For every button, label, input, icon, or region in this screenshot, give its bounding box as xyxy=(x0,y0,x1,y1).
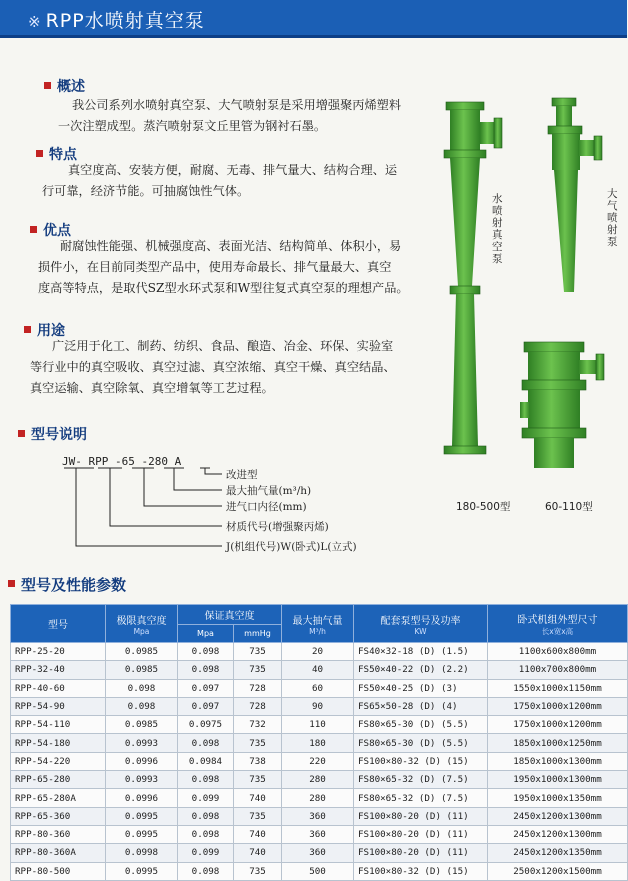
bullet-icon xyxy=(30,226,37,233)
cell-model: RPP-54-220 xyxy=(11,752,106,770)
section-advantages-title: 优点 xyxy=(43,223,71,239)
cell-pump: FS100×80-20 (D) (11) xyxy=(354,825,488,843)
model-code-diagram xyxy=(60,452,360,562)
section-params-title: 型号及性能参数 xyxy=(21,576,127,594)
cell-pump: FS50×40-25 (D) (3) xyxy=(354,679,488,697)
cell-guarantee-mpa: 0.099 xyxy=(178,789,234,807)
params-table-body xyxy=(11,643,628,881)
cell-max-flow: 180 xyxy=(282,734,354,752)
cell-dims: 1550x1000x1150mm xyxy=(488,679,628,697)
th-gv-mpa: Mpa xyxy=(178,625,234,643)
cell-guarantee-mpa: 0.099 xyxy=(178,844,234,862)
cell-guarantee-mpa: 0.098 xyxy=(178,661,234,679)
cell-model: RPP-80-500 xyxy=(11,862,106,880)
code-legend-inlet: 进气口内径(mm) xyxy=(226,501,307,513)
section-usage-text xyxy=(30,336,396,399)
th-limit-vacuum-label: 极限真空度 xyxy=(116,615,167,627)
cell-guarantee-mmhg: 740 xyxy=(234,789,282,807)
section-features-title: 特点 xyxy=(49,147,77,163)
section-model-desc-heading xyxy=(18,424,87,444)
cell-limit-vacuum: 0.0985 xyxy=(106,716,178,734)
cell-max-flow: 90 xyxy=(282,697,354,715)
cell-limit-vacuum: 0.0993 xyxy=(106,734,178,752)
bullet-icon xyxy=(18,430,25,437)
cell-max-flow: 280 xyxy=(282,789,354,807)
cell-guarantee-mpa: 0.097 xyxy=(178,697,234,715)
th-limit-vacuum xyxy=(106,605,178,643)
cell-max-flow: 360 xyxy=(282,807,354,825)
atmospheric-jet-pump-image xyxy=(542,96,604,296)
cell-limit-vacuum: 0.0998 xyxy=(106,844,178,862)
th-dims-label: 卧式机组外型尺寸 xyxy=(517,614,598,626)
cell-guarantee-mpa: 0.098 xyxy=(178,734,234,752)
cell-pump: FS65×50-28 (D) (4) xyxy=(354,697,488,715)
usage-line-1: 广泛用于化工、制药、纺织、食品、酿造、冶金、环保、实验室 xyxy=(52,339,394,353)
th-guarantee-vacuum: 保证真空度 xyxy=(178,605,282,625)
table-row xyxy=(11,825,628,843)
cell-dims: 1750x1000x1200mm xyxy=(488,697,628,715)
cell-pump: FS50×40-22 (D) (2.2) xyxy=(354,661,488,679)
th-dims xyxy=(488,605,628,643)
section-advantages-text xyxy=(38,236,409,299)
th-pump-label: 配套泵型号及功率 xyxy=(380,615,461,627)
features-line-2: 行可靠，经济节能。可抽腐蚀性气体。 xyxy=(42,184,250,198)
th-max-flow-unit: M³/h xyxy=(309,626,326,636)
page-title xyxy=(28,6,205,33)
cell-model: RPP-54-90 xyxy=(11,697,106,715)
section-model-desc-title: 型号说明 xyxy=(31,427,87,443)
table-header-row-1 xyxy=(11,605,628,625)
table-row xyxy=(11,771,628,789)
cell-model: RPP-65-280A xyxy=(11,789,106,807)
overview-line-2: 一次注塑成型。蒸汽喷射泵文丘里管为钢衬石墨。 xyxy=(58,119,327,133)
table-row xyxy=(11,716,628,734)
cell-guarantee-mpa: 0.0984 xyxy=(178,752,234,770)
cell-max-flow: 500 xyxy=(282,862,354,880)
cell-limit-vacuum: 0.0993 xyxy=(106,771,178,789)
bullet-icon xyxy=(8,580,15,587)
cell-guarantee-mpa: 0.097 xyxy=(178,679,234,697)
table-row xyxy=(11,679,628,697)
table-row xyxy=(11,807,628,825)
cell-guarantee-mmhg: 738 xyxy=(234,752,282,770)
cell-guarantee-mpa: 0.098 xyxy=(178,771,234,789)
th-model: 型号 xyxy=(11,605,106,643)
cell-limit-vacuum: 0.0995 xyxy=(106,825,178,843)
cell-guarantee-mpa: 0.098 xyxy=(178,825,234,843)
cell-dims: 1100x600x800mm xyxy=(488,643,628,661)
table-row xyxy=(11,643,628,661)
cell-guarantee-mmhg: 740 xyxy=(234,844,282,862)
cell-max-flow: 280 xyxy=(282,771,354,789)
params-table xyxy=(10,604,628,881)
table-row xyxy=(11,844,628,862)
cell-guarantee-mmhg: 735 xyxy=(234,807,282,825)
code-legend-flow: 最大抽气量(m³/h) xyxy=(226,485,312,497)
cell-guarantee-mmhg: 728 xyxy=(234,697,282,715)
cell-max-flow: 110 xyxy=(282,716,354,734)
cell-limit-vacuum: 0.0996 xyxy=(106,752,178,770)
cell-pump: FS40×32-18 (D) (1.5) xyxy=(354,643,488,661)
bullet-icon xyxy=(36,150,43,157)
code-legend-improved: 改进型 xyxy=(226,469,258,481)
cell-model: RPP-80-360 xyxy=(11,825,106,843)
cell-max-flow: 40 xyxy=(282,661,354,679)
cell-limit-vacuum: 0.0985 xyxy=(106,661,178,679)
features-line-1: 真空度高、安装方便，耐腐、无毒、排气量大、结构合理、运 xyxy=(68,163,398,177)
code-legend-material: 材质代号(增强聚丙烯) xyxy=(226,521,329,533)
title-text: RPP水喷射真空泵 xyxy=(45,10,205,32)
table-row xyxy=(11,862,628,880)
jet-pump-unit-image xyxy=(518,340,622,472)
water-jet-pump-image xyxy=(436,96,506,486)
cell-model: RPP-32-40 xyxy=(11,661,106,679)
section-overview-text xyxy=(58,95,401,137)
section-usage-title: 用途 xyxy=(37,323,65,339)
water-jet-pump-label: 水喷射真空泵 xyxy=(492,193,503,265)
cell-model: RPP-65-360 xyxy=(11,807,106,825)
section-overview-title: 概述 xyxy=(57,79,85,95)
cell-model: RPP-25-20 xyxy=(11,643,106,661)
code-legend-unit: J(机组代号)W(卧式)L(立式) xyxy=(226,541,357,553)
cell-pump: FS80×65-30 (D) (5.5) xyxy=(354,716,488,734)
section-params-heading xyxy=(8,574,126,595)
cell-guarantee-mmhg: 740 xyxy=(234,825,282,843)
cell-limit-vacuum: 0.0995 xyxy=(106,807,178,825)
cell-max-flow: 220 xyxy=(282,752,354,770)
cell-guarantee-mmhg: 728 xyxy=(234,679,282,697)
cell-model: RPP-40-60 xyxy=(11,679,106,697)
usage-line-3: 真空运输、真空除氧、真空增氧等工艺过程。 xyxy=(30,381,274,395)
bullet-icon xyxy=(24,326,31,333)
cell-dims: 2500x1200x1500mm xyxy=(488,862,628,880)
table-row xyxy=(11,734,628,752)
cell-pump: FS100×80-32 (D) (15) xyxy=(354,862,488,880)
section-features-text xyxy=(42,160,397,202)
title-mark: ※ xyxy=(28,13,42,31)
cell-max-flow: 360 xyxy=(282,825,354,843)
cell-limit-vacuum: 0.098 xyxy=(106,697,178,715)
cell-guarantee-mpa: 0.098 xyxy=(178,807,234,825)
cell-dims: 2450x1200x1350mm xyxy=(488,844,628,862)
cell-limit-vacuum: 0.0985 xyxy=(106,643,178,661)
cell-dims: 1850x1000x1250mm xyxy=(488,734,628,752)
cell-pump: FS100×80-20 (D) (11) xyxy=(354,844,488,862)
advantages-line-1: 耐腐蚀性能强、机械强度高、表面光洁、结构简单、体积小，易 xyxy=(60,239,402,253)
cell-guarantee-mmhg: 735 xyxy=(234,771,282,789)
cell-model: RPP-80-360A xyxy=(11,844,106,862)
cell-guarantee-mpa: 0.0975 xyxy=(178,716,234,734)
cell-dims: 1850x1000x1300mm xyxy=(488,752,628,770)
params-table-wrap xyxy=(10,604,627,881)
th-dims-unit: 长x宽x高 xyxy=(541,626,574,636)
cell-limit-vacuum: 0.098 xyxy=(106,679,178,697)
cell-guarantee-mmhg: 735 xyxy=(234,862,282,880)
table-row xyxy=(11,661,628,679)
cell-max-flow: 360 xyxy=(282,844,354,862)
cell-pump: FS100×80-32 (D) (15) xyxy=(354,752,488,770)
cell-max-flow: 60 xyxy=(282,679,354,697)
cell-pump: FS80×65-32 (D) (7.5) xyxy=(354,771,488,789)
cell-guarantee-mmhg: 735 xyxy=(234,643,282,661)
th-pump xyxy=(354,605,488,643)
th-max-flow-label: 最大抽气量 xyxy=(292,615,343,627)
table-row xyxy=(11,789,628,807)
overview-line-1: 我公司系列水喷射真空泵、大气喷射泵是采用增强聚丙烯塑料 xyxy=(72,98,402,112)
cell-guarantee-mpa: 0.098 xyxy=(178,643,234,661)
caption-180-500: 180-500型 xyxy=(456,501,511,513)
cell-limit-vacuum: 0.0995 xyxy=(106,862,178,880)
cell-pump: FS80×65-32 (D) (7.5) xyxy=(354,789,488,807)
cell-guarantee-mmhg: 735 xyxy=(234,734,282,752)
th-max-flow xyxy=(282,605,354,643)
atmospheric-jet-pump-label: 大气喷射泵 xyxy=(607,188,618,248)
th-pump-unit: KW xyxy=(414,626,427,636)
cell-model: RPP-54-110 xyxy=(11,716,106,734)
th-limit-vacuum-unit: Mpa xyxy=(133,626,150,636)
cell-guarantee-mpa: 0.098 xyxy=(178,862,234,880)
cell-max-flow: 20 xyxy=(282,643,354,661)
caption-60-110: 60-110型 xyxy=(545,501,593,513)
table-row xyxy=(11,697,628,715)
cell-model: RPP-65-280 xyxy=(11,771,106,789)
usage-line-2: 等行业中的真空吸收、真空过滤、真空浓缩、真空干燥、真空结晶、 xyxy=(30,360,396,374)
cell-dims: 2450x1200x1300mm xyxy=(488,825,628,843)
section-overview-heading xyxy=(44,76,85,96)
cell-guarantee-mmhg: 732 xyxy=(234,716,282,734)
cell-pump: FS80×65-30 (D) (5.5) xyxy=(354,734,488,752)
th-gv-mmhg: mmHg xyxy=(234,625,282,643)
table-row xyxy=(11,752,628,770)
cell-dims: 1950x1000x1300mm xyxy=(488,771,628,789)
cell-dims: 1100x700x800mm xyxy=(488,661,628,679)
advantages-line-3: 度高等特点，是取代SZ型水环式泵和W型往复式真空泵的理想产品。 xyxy=(38,281,409,295)
cell-dims: 1750x1000x1200mm xyxy=(488,716,628,734)
cell-guarantee-mmhg: 735 xyxy=(234,661,282,679)
cell-dims: 2450x1200x1300mm xyxy=(488,807,628,825)
bullet-icon xyxy=(44,82,51,89)
cell-limit-vacuum: 0.0996 xyxy=(106,789,178,807)
cell-model: RPP-54-180 xyxy=(11,734,106,752)
model-code-text: JW- RPP -65 -280 A xyxy=(62,455,182,468)
advantages-line-2: 损件小，在目前同类型产品中，使用寿命最长、排气量最大、真空 xyxy=(38,260,392,274)
cell-pump: FS100×80-20 (D) (11) xyxy=(354,807,488,825)
cell-dims: 1950x1000x1350mm xyxy=(488,789,628,807)
